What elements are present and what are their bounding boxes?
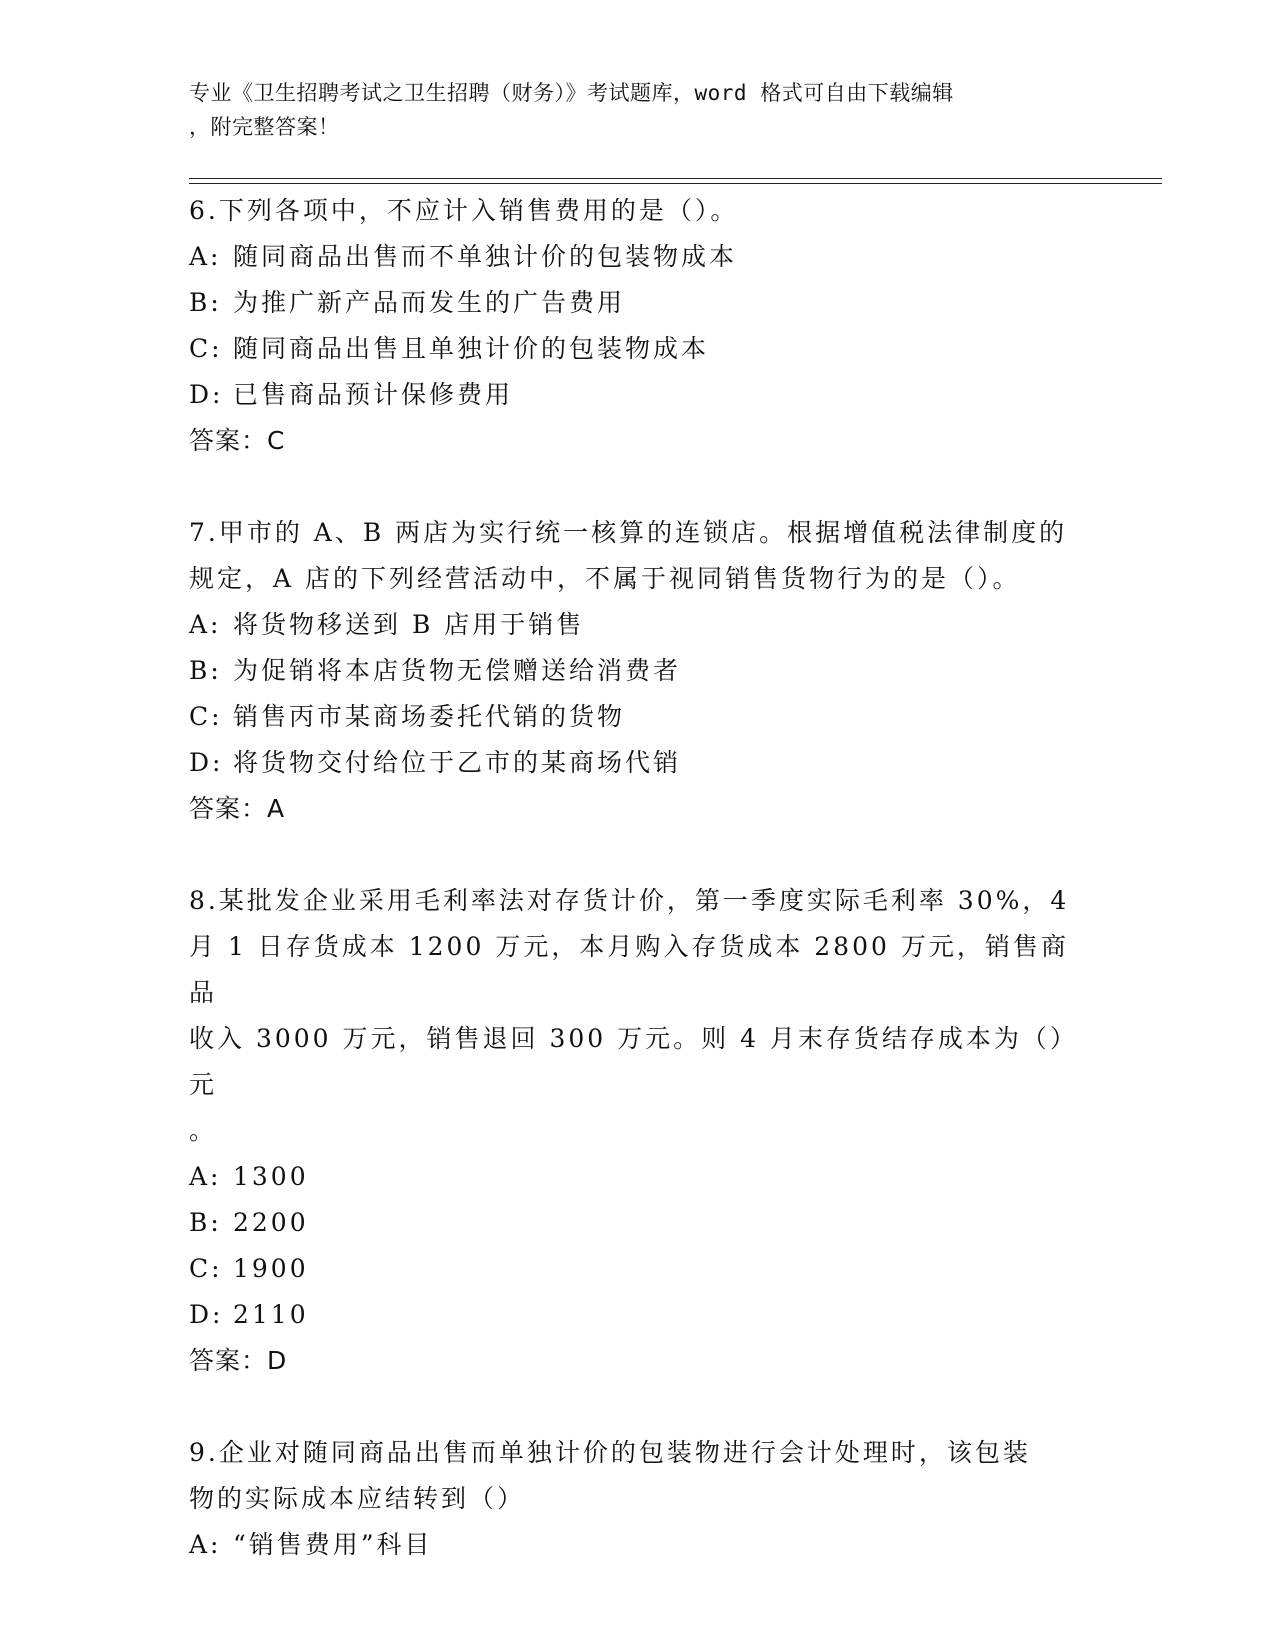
question-stem-line: 7.甲市的 A、B 两店为实行统一核算的连锁店。根据增值税法律制度的 bbox=[189, 518, 1068, 547]
question-option bbox=[189, 694, 1089, 740]
question-stem-line: 。 bbox=[189, 1116, 218, 1145]
option-text: 已售商品预计保修费用 bbox=[233, 380, 514, 409]
question-stem-line: 月 1 日存货成本 1200 万元，本月购入存货成本 2800 万元，销售商品 bbox=[189, 932, 1069, 1007]
question-block bbox=[189, 878, 1089, 1384]
option-letter: B: bbox=[189, 656, 222, 685]
question-stem-line: 6.下列各项中，不应计入销售费用的是（）。 bbox=[189, 196, 739, 225]
question-option bbox=[189, 1154, 1089, 1200]
question-stem-line: 物的实际成本应结转到（） bbox=[189, 1484, 526, 1513]
header-divider-top bbox=[189, 178, 1162, 179]
document-header bbox=[189, 76, 1089, 144]
question-option bbox=[189, 234, 1089, 280]
option-letter: D: bbox=[189, 748, 224, 777]
option-letter: B: bbox=[189, 288, 222, 317]
question-option bbox=[189, 740, 1089, 786]
option-letter: D: bbox=[189, 1300, 224, 1329]
question-option bbox=[189, 1292, 1089, 1338]
option-text: 随同商品出售且单独计价的包装物成本 bbox=[233, 334, 710, 363]
question-spacer bbox=[189, 464, 1089, 510]
option-text: 为推广新产品而发生的广告费用 bbox=[233, 288, 626, 317]
question-option bbox=[189, 326, 1089, 372]
question-block bbox=[189, 188, 1089, 464]
option-text: 将货物移送到 B 店用于销售 bbox=[233, 610, 585, 639]
question-option bbox=[189, 280, 1089, 326]
option-letter: A: bbox=[189, 242, 222, 271]
option-letter: A: bbox=[189, 610, 222, 639]
question-stem-line: 规定，A 店的下列经营活动中，不属于视同销售货物行为的是（）。 bbox=[189, 564, 1021, 593]
option-letter: D: bbox=[189, 380, 224, 409]
answer-line: 答案：D bbox=[189, 1346, 288, 1375]
option-text: 1900 bbox=[233, 1254, 309, 1283]
question-list bbox=[189, 188, 1089, 1568]
header-line-1: 专业《卫生招聘考试之卫生招聘（财务）》考试题库，word 格式可自由下载编辑 bbox=[189, 81, 954, 105]
option-letter: B: bbox=[189, 1208, 222, 1237]
option-text: 随同商品出售而不单独计价的包装物成本 bbox=[233, 242, 738, 271]
option-text: 1300 bbox=[233, 1162, 309, 1191]
option-letter: C: bbox=[189, 334, 223, 363]
option-text: 为促销将本店货物无偿赠送给消费者 bbox=[233, 656, 682, 685]
question-option bbox=[189, 372, 1089, 418]
option-letter: C: bbox=[189, 702, 223, 731]
question-block bbox=[189, 1430, 1089, 1568]
option-letter: A: bbox=[189, 1530, 222, 1559]
option-text: “销售费用”科目 bbox=[233, 1530, 433, 1559]
question-option bbox=[189, 1200, 1089, 1246]
question-stem-line: 8.某批发企业采用毛利率法对存货计价，第一季度实际毛利率 30%，4 bbox=[189, 886, 1070, 915]
header-line-2: ，附完整答案！ bbox=[189, 115, 340, 139]
question-option bbox=[189, 1522, 1089, 1568]
question-spacer bbox=[189, 832, 1089, 878]
question-option bbox=[189, 648, 1089, 694]
option-letter: A: bbox=[189, 1162, 222, 1191]
option-text: 将货物交付给位于乙市的某商场代销 bbox=[233, 748, 682, 777]
option-text: 销售丙市某商场委托代销的货物 bbox=[233, 702, 626, 731]
option-text: 2110 bbox=[233, 1300, 309, 1329]
header-divider-bottom bbox=[189, 183, 1162, 184]
option-letter: C: bbox=[189, 1254, 223, 1283]
question-stem-line: 9.企业对随同商品出售而单独计价的包装物进行会计处理时，该包装 bbox=[189, 1438, 1031, 1467]
question-spacer bbox=[189, 1384, 1089, 1430]
question-stem-line: 收入 3000 万元，销售退回 300 万元。则 4 月末存货结存成本为（）元 bbox=[189, 1024, 1078, 1099]
question-block bbox=[189, 510, 1089, 832]
answer-line: 答案：A bbox=[189, 794, 286, 823]
answer-line: 答案：C bbox=[189, 426, 286, 455]
question-option bbox=[189, 1246, 1089, 1292]
question-option bbox=[189, 602, 1089, 648]
option-text: 2200 bbox=[233, 1208, 309, 1237]
